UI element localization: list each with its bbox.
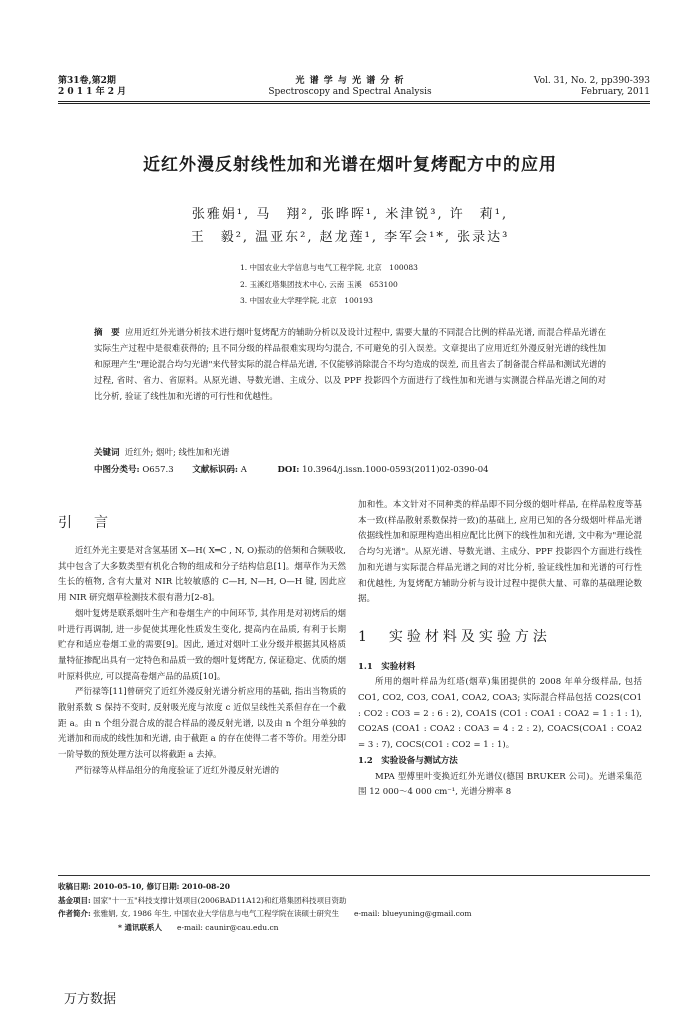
doi-label: DOI: [277, 465, 300, 475]
footnote-rule [58, 875, 650, 876]
paper-title: 近红外漫反射线性加和光谱在烟叶复烤配方中的应用 [143, 155, 557, 175]
watermark: 万方数据 [64, 992, 117, 1007]
header-rule [58, 101, 650, 102]
fund-text: 国家"十一五"科技支撑计划项目(2006BAD11A12)和红塔集团科技项目资助 [93, 895, 347, 905]
issue-date-en: February, 2011 [580, 87, 650, 97]
journal-title-cn: 光 谱 学 与 光 谱 分 析 [295, 76, 405, 86]
author-line-2: 王 毅², 温亚东², 赵龙莲¹, 李军会¹*, 张录达³ [190, 230, 510, 245]
subsection-heading: 1.1 实验材料 [358, 661, 416, 672]
footnotes [58, 880, 472, 934]
section-heading: 1 实验材料及实验方法 [358, 628, 551, 645]
intro-paragraph: 近红外光主要是对含氢基团 X—H( X═C , N, O)振动的倍频和合频吸收, 其中包含了大多数类型有机化合物的组成和分子结构信息[1]。烟草作为天然生长的植物, 含有大量对 NIR 比较敏感的 C—H, N—H, O—H 键, 因此应用 NIR 研究烟草检测技术很有潜力[2-8]。 [58, 546, 346, 604]
intro-paragraph: 严衍禄等[11]曾研究了近红外漫反射光谱分析应用的基础, 指出当物质的散射系数 S 保持不变时, 反射吸光度与浓度 c 近似呈线性关系但存在一个截距 a。由 n 个组分混合成的混合样品的漫反射光谱, 以及由 n 个组分单独的光谱加和而成的线性加和光谱, 由于截距 a 的存在使得二者不等价。用差分即一阶导数的预处理方法可以将截距 a 去掉。 [58, 687, 346, 761]
intro-paragraph: 烟叶复烤是联系烟叶生产和卷烟生产的中间环节, 其作用是对初烤后的烟叶进行再调制, 进一步促使其理化性质发生变化, 提高内在品质, 有利于长期贮存和适应卷烟工业的需要[9]。因此, 通过对烟叶工业分级并根据其风格质量特征掺配出具有一定特色和品质一致的烟叶复烤配方, 保证稳定、优质的烟叶原料供应, 可以提高卷烟产品的品质[10]。 [58, 608, 346, 682]
issue-date-cn: 2 0 1 1 年 2 月 [58, 87, 127, 97]
right-paragraph: 所用的烟叶样品为红塔(烟草)集团提供的 2008 年单分级样品, 包括 CO1, CO2, CO3, COA1, COA2, COA3; 实际混合样品包括 CO2S(CO1 : CO2 : CO3 = 2 : 6 : 2), COA1S (CO1 : COA1 : COA2 = 1 : 1 : 1), CO2AS (COA1 : COA2 : COA3 = 4 : 2 : 2), COACS(COA1 : COA2 = 3 : 7), COCS(CO1 : CO2 = 1 : 1)。 [358, 677, 642, 751]
author-line-1: 张雅娟¹, 马 翔², 张晔晖¹, 米津锐³, 许 莉¹, [191, 207, 509, 222]
abstract-label: 摘 要 [94, 328, 120, 338]
right-paragraph: 加和性。本文针对不同种类的样品即不同分级的烟叶样品, 在样品粒度等基本一致(样品散射系数保持一致)的基础上, 应用已知的各分级烟叶样品光谱依据线性加和原理构造出相应配比比例下的线性加和光谱, 文中称为"理论混合均匀光谱"。从原光谱、导数光谱、主成分、PPF 投影四个方面进行线性加和光谱与实际混合样品光谱之间的对比分析, 验证线性加和光谱的可行性和优越性, 为复烤配方辅助分析与设计过程中提供大量、可靠的基础理论数据。 [358, 500, 642, 605]
doc-code-label: 文献标识码: [192, 465, 238, 475]
affiliation-1: 1. 中国农业大学信息与电气工程学院, 北京 100083 [240, 263, 418, 272]
abstract-text: 应用近红外光谱分析技术进行烟叶复烤配方的辅助分析以及设计过程中, 需要大量的不同混合比例的样品光谱, 而混合样品光谱在实际生产过程中是很难获得的; 且不同分级的样品很难实现均匀混合, 不可避免的引入误差。文章提出了应用近红外漫反射光谱的线性加和原理产生"理论混合均匀光谱"来代替实际的混合样品光谱, 不仅能够消除混合不均匀造成的误差, 而且省去了制备混合样品和测试光谱的过程, 省时、省力、省原料。从原光谱、导数光谱、主成分、以及 PPF 投影四个方面进行了线性加和光谱与实测混合样品光谱之间的对比分析, 验证了线性加和光谱的可行性和优越性。 [94, 328, 606, 402]
header-rule-2 [58, 103, 650, 104]
volume-issue: 第31卷,第2期 [58, 76, 116, 86]
affiliation-2: 2. 玉溪红塔集团技术中心, 云南 玉溪 653100 [240, 280, 398, 289]
abstract [94, 325, 606, 405]
clc-code: O657.3 [142, 465, 174, 475]
bio-text: 张雅娟, 女, 1986 年生, 中国农业大学信息与电气工程学院在读硕士研究生 [93, 909, 339, 918]
fund-label: 基金项目: [58, 895, 91, 905]
doi-value[interactable]: 10.3964/j.issn.1000-0593(2011)02-0390-04 [302, 465, 489, 475]
right-column [358, 498, 642, 801]
keywords-label: 关键词 [94, 448, 120, 458]
received-date: 收稿日期: 2010-05-10, 修订日期: 2010-08-20 [58, 882, 230, 891]
corresponding-email[interactable]: e-mail: caunir@cau.edu.cn [177, 922, 279, 932]
affiliation-3: 3. 中国农业大学理学院, 北京 100193 [240, 296, 373, 305]
intro-paragraph: 严衍禄等从样品组分的角度验证了近红外漫反射光谱的 [75, 765, 280, 776]
subsection-heading: 1.2 实验设备与测试方法 [358, 755, 458, 766]
intro-heading: 引 言 [58, 515, 112, 531]
classification-line [94, 463, 489, 475]
journal-title-en: Spectroscopy and Spectral Analysis [268, 87, 432, 97]
bio-label: 作者简介: [58, 909, 91, 918]
author-email[interactable]: e-mail: blueyuning@gmail.com [353, 909, 472, 918]
keywords-text: 近红外; 烟叶; 线性加和光谱 [124, 448, 230, 458]
right-paragraph: MPA 型傅里叶变换近红外光谱仪(德国 BRUKER 公司)。光谱采集范围 12 000～4 000 cm⁻¹, 光谱分辨率 8 [358, 771, 642, 798]
corresponding-label: * 通讯联系人 [118, 922, 163, 932]
volume-pages: Vol. 31, No. 2, pp390-393 [533, 76, 650, 86]
doc-code: A [240, 465, 247, 475]
left-column [58, 544, 346, 780]
clc-label: 中图分类号: [94, 465, 140, 475]
keywords [94, 446, 230, 458]
